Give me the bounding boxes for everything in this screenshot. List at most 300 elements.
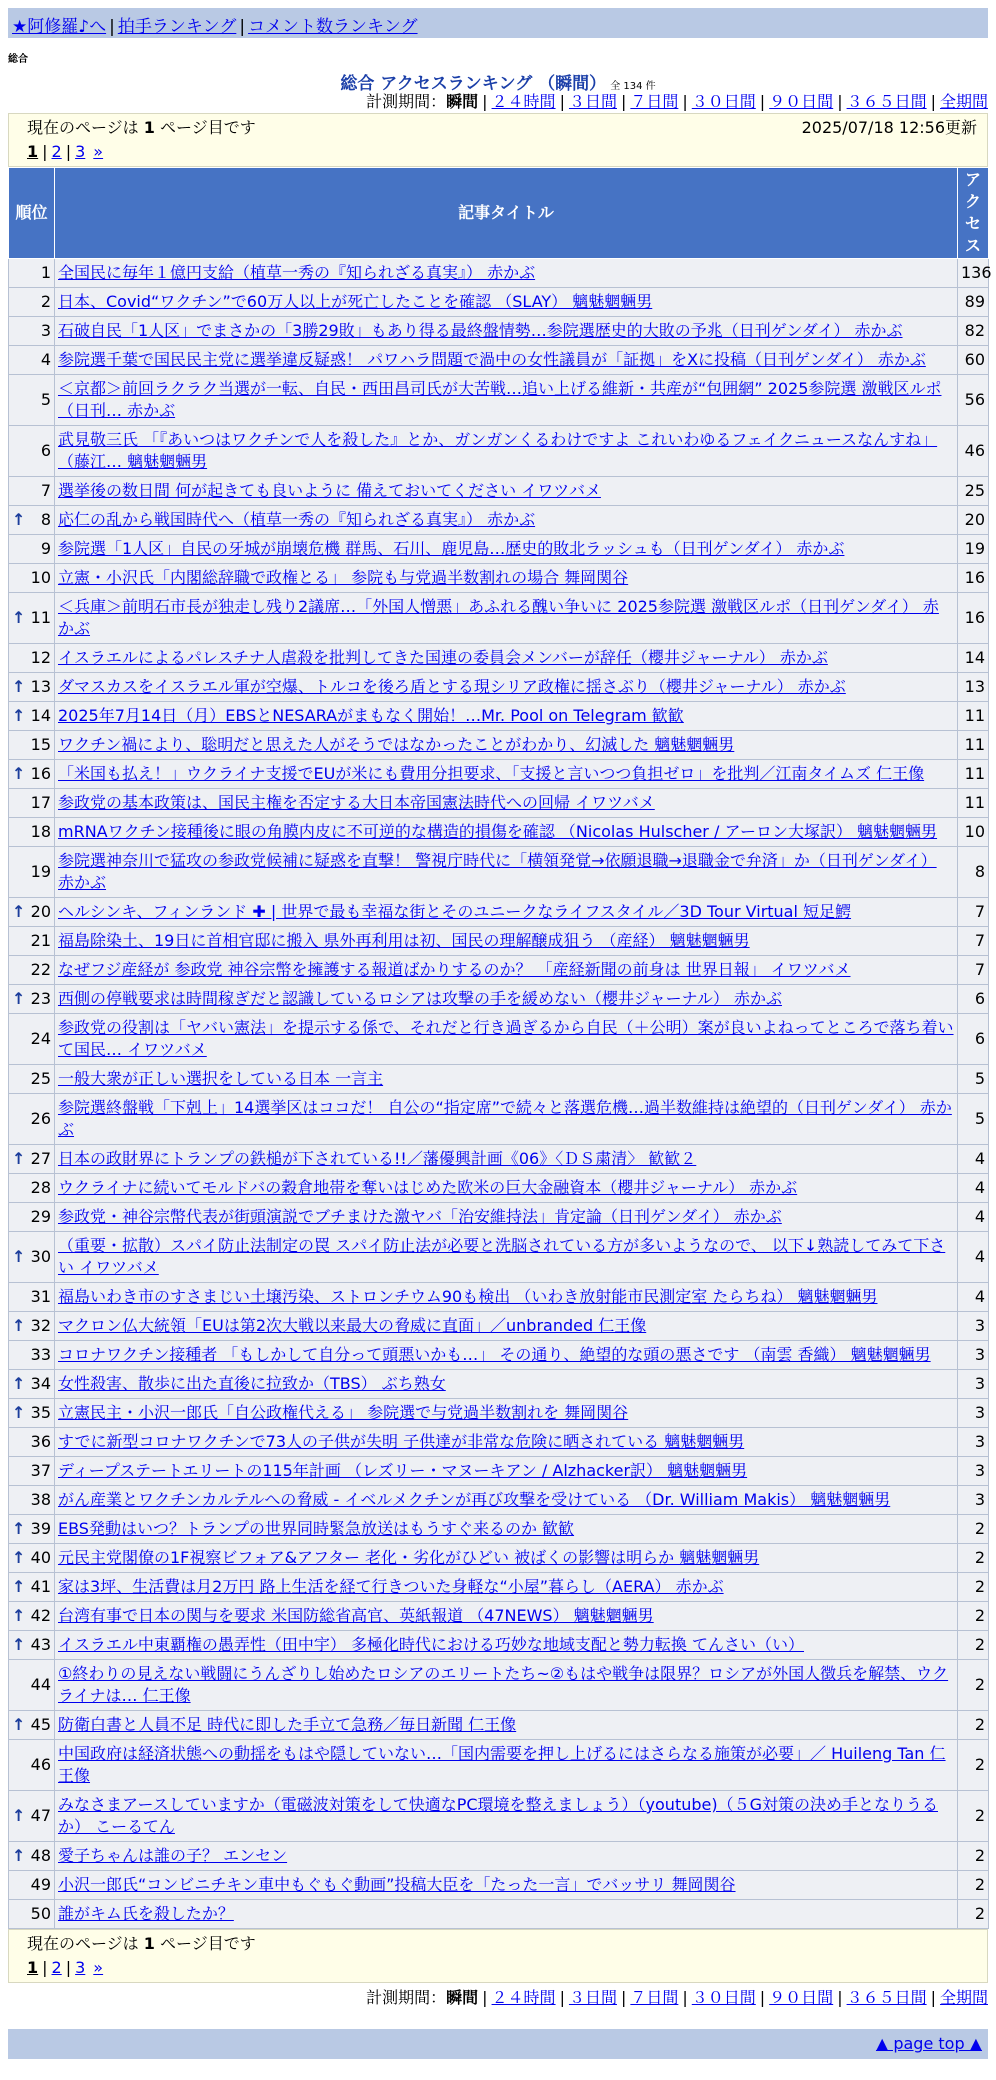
rank-cell [9,317,55,346]
article-title-link[interactable]: 一般大衆が正しい選択をしている日本 一言主 [58,1069,384,1088]
rank-cell [9,1283,55,1312]
rank-cell [9,288,55,317]
period-label: 計測期間： [366,92,447,111]
table-row [9,317,989,346]
article-title-link[interactable]: 参政党・神谷宗幣代表が街頭演説でブチまけた激ヤバ「治安維持法」肯定論（日刊ゲンダイ） 赤かぶ [58,1207,782,1226]
article-title-link[interactable]: マクロン仏大統領「EUは第2次大戦以来最大の脅威に直面」／unbranded 仁王像 [58,1316,647,1335]
table-row [9,1203,989,1232]
rank-cell [9,760,55,789]
period-separator: | [482,1988,488,2007]
title-cell [55,702,958,731]
rank-up-arrow-icon: ↑ [12,1715,26,1734]
pager-separator: | [65,142,72,161]
rank-number: 23 [30,989,51,1008]
period-option[interactable]: ２４時間 [491,1988,556,2007]
table-row [9,1283,989,1312]
table-row [9,1094,989,1145]
access-count: 136 [958,259,989,288]
rank-number: 5 [40,390,51,409]
access-count: 7 [958,927,989,956]
article-title-link[interactable]: ウクライナに続いてモルドバの穀倉地帯を奪いはじめた欧米の巨大金融資本（櫻井ジャーナル） 赤かぶ [58,1178,798,1197]
table-row [9,1174,989,1203]
article-title-link[interactable]: 元民主党閣僚の1F視察ビフォア&アフター 老化・劣化がひどい 被ばくの影響は明らか 魑魅魍魎男 [58,1548,760,1567]
rank-up-arrow-icon: ↑ [12,510,26,529]
title-cell [55,1486,958,1515]
page-link[interactable]: 2 [51,142,62,161]
period-option[interactable]: ３日間 [568,1988,617,2007]
rank-up-arrow-icon: ↑ [12,1403,26,1422]
table-row [9,731,989,760]
rank-column-header: 順位 [9,168,55,259]
title-cell [55,673,958,702]
access-count: 2 [958,1660,989,1711]
rank-number: 7 [40,481,51,500]
page-info-box [8,113,988,167]
article-title-link[interactable]: 防衛白書と人員不足 時代に即した手立て急務／毎日新聞 仁王像 [58,1715,517,1734]
rank-cell [9,1457,55,1486]
table-row [9,673,989,702]
period-separator: | [559,1988,565,2007]
access-count: 4 [958,1145,989,1174]
rank-number: 26 [30,1109,51,1128]
title-cell [55,259,958,288]
article-title-link[interactable]: 中国政府は経済状態への動揺をもはや隠していない…「国内需要を押し上げるにはさらなる施策が必要」／ Huileng Tan 仁王像 [58,1744,946,1785]
rank-cell [9,789,55,818]
rank-up-arrow-icon: ↑ [12,1806,26,1825]
access-count: 89 [958,288,989,317]
title-cell [55,1602,958,1631]
access-count: 2 [958,1711,989,1740]
rank-up-arrow-icon: ↑ [12,1247,26,1266]
rank-number: 4 [40,350,51,369]
rank-number: 28 [30,1178,51,1197]
article-title-link[interactable]: すでに新型コロナワクチンで73人の子供が失明 子供達が非常な危険に晒されている 魑魅魍魎男 [58,1432,745,1451]
article-title-link[interactable]: ヘルシンキ、フィンランド ✚ | 世界で最も幸福な街とそのユニークなライフスタイル／3D Tour Virtual 短足鰐 [58,902,852,921]
table-row [9,760,989,789]
page-link[interactable]: 3 [75,1958,86,1977]
rank-number: 24 [30,1029,51,1048]
rank-number: 41 [30,1577,51,1596]
rank-cell [9,731,55,760]
access-count: 4 [958,1203,989,1232]
nav-separator: | [239,17,246,37]
table-row [9,1065,989,1094]
title-cell [55,956,958,985]
table-row [9,426,989,477]
title-cell [55,1544,958,1573]
period-option[interactable]: ７日間 [630,1988,679,2007]
article-title-link[interactable]: ①終わりの見えない戦闘にうんざりし始めたロシアのエリートたち~②もはや戦争は限界？ロシアが外国人徴兵を解禁、ウクライナは… 仁王像 [58,1664,949,1705]
article-title-link[interactable]: 参政党の役割は「ヤバい憲法」を提示する係で、それだと行き過ぎるから自民（＋公明）案が良いよねってところで落ち着いて国民… イワツバメ [58,1018,954,1059]
total-count: 全 134 件 [610,81,656,92]
period-separator: | [759,92,766,111]
article-title-link[interactable]: ディープステートエリートの115年計画 （レズリー・マヌーキアン / Alzhacker訳） 魑魅魍魎男 [58,1461,748,1480]
period-option[interactable]: ３６５日間 [846,1988,927,2007]
article-title-link[interactable]: がん産業とワクチンカルテルへの脅威 - イベルメクチンが再び攻撃を受けている （Dr. William Makis） 魑魅魍魎男 [58,1490,891,1509]
rank-cell [9,535,55,564]
rank-number: 15 [30,735,51,754]
title-cell [55,535,958,564]
article-title-link[interactable]: 全国民に毎年１億円支給（植草一秀の『知られざる真実』） 赤かぶ [58,263,536,282]
access-count: 11 [958,702,989,731]
access-count: 82 [958,317,989,346]
table-row [9,1232,989,1283]
home-link[interactable]: ★阿修羅♪へ [12,17,107,37]
rank-up-arrow-icon: ↑ [12,902,26,921]
period-separator: | [930,1988,936,2007]
rank-up-arrow-icon: ↑ [12,989,26,1008]
rank-number: 46 [30,1755,51,1774]
table-row [9,702,989,731]
rank-number: 33 [30,1345,51,1364]
article-title-link[interactable]: 日本の政財界にトランプの鉄槌が下されている!!／藩優興計画《06》〈ＤＳ粛清〉 歓歓２ [58,1149,697,1168]
article-title-link[interactable]: 福島いわき市のすさまじい土壌汚染、ストロンチウム90も検出 （いわき放射能市民測定室 たらちね） 魑魅魍魎男 [58,1287,878,1306]
access-count: 2 [958,1602,989,1631]
rank-cell [9,985,55,1014]
article-title-link[interactable]: 福島除染土、19日に首相官邸に搬入 県外再利用は初、国民の理解醸成狙う （産経） 魑魅魍魎男 [58,931,750,950]
rank-number: 47 [30,1806,51,1825]
rank-number: 11 [30,608,51,627]
access-count: 19 [958,535,989,564]
table-row [9,1602,989,1631]
title-cell [55,593,958,644]
rank-number: 32 [30,1316,51,1335]
rank-cell [9,1203,55,1232]
article-title-link[interactable]: 石破自民「1人区」でまさかの「3勝29敗」もあり得る最終盤情勢…参院選歴史的大敗の予兆（日刊ゲンダイ） 赤かぶ [58,321,903,340]
period-option[interactable]: ７日間 [630,92,679,111]
title-cell [55,1014,958,1065]
rank-number: 22 [30,960,51,979]
title-cell [55,288,958,317]
title-cell [55,1341,958,1370]
table-row [9,1486,989,1515]
table-row [9,506,989,535]
table-row [9,375,989,426]
rank-cell [9,506,55,535]
title-cell [55,1428,958,1457]
rank-number: 20 [30,902,51,921]
access-count: 20 [958,506,989,535]
rank-number: 29 [30,1207,51,1226]
table-row [9,1900,989,1929]
rank-up-arrow-icon: ↑ [12,1606,26,1625]
ranking-heading: 総合 アクセスランキング （瞬間） [340,74,607,94]
access-count: 3 [958,1457,989,1486]
title-cell [55,731,958,760]
rank-up-arrow-icon: ↑ [12,1635,26,1654]
article-title-link[interactable]: みなさまアースしていますか（電磁波対策をして快適なPC環境を整えましょう）（youtube)（５G対策の決め手となりうるか） こーるてん [58,1795,938,1836]
access-count: 2 [958,1791,989,1842]
title-cell [55,1174,958,1203]
table-row [9,1341,989,1370]
rank-number: 50 [30,1904,51,1923]
article-title-link[interactable]: 西側の停戦要求は時間稼ぎだと認識しているロシアは攻撃の手を緩めない（櫻井ジャーナル） 赤かぶ [58,989,782,1008]
rank-cell [9,847,55,898]
rank-cell [9,927,55,956]
article-title-link[interactable]: 「米国も払え！」ウクライナ支援でEUが米にも費用分担要求、「支援と言いつつ負担ゼロ」を批判／江南タイムズ 仁王像 [58,764,925,783]
access-count: 56 [958,375,989,426]
rank-number: 35 [30,1403,51,1422]
rank-up-arrow-icon: ↑ [12,1577,26,1596]
period-separator: | [620,92,627,111]
rank-cell [9,1428,55,1457]
access-count: 6 [958,985,989,1014]
rank-up-arrow-icon: ↑ [12,1846,26,1865]
access-count: 2 [958,1544,989,1573]
rank-cell [9,1871,55,1900]
access-count: 14 [958,644,989,673]
rank-cell [9,375,55,426]
article-title-link[interactable]: EBS発動はいつ？トランプの世界同時緊急放送はもうすぐ来るのか 歓歓 [58,1519,575,1538]
rank-cell [9,1399,55,1428]
article-title-link[interactable]: ＜京都＞前回ラクラク当選が一転、自民・西田昌司氏が大苦戦…追い上げる維新・共産が“包囲網” 2025参院選 激戦区ルポ（日刊… 赤かぶ [58,379,942,420]
article-title-link[interactable]: 選挙後の数日間 何が起きても良いように 備えておいてください イワツバメ [58,481,601,500]
access-count: 16 [958,593,989,644]
access-count: 6 [958,1014,989,1065]
page-link[interactable]: 3 [75,142,86,161]
period-label: 計測期間： [366,1988,447,2007]
article-title-link[interactable]: イスラエル中東覇権の愚弄性（田中宇） 多極化時代における巧妙な地域支配と勢力転換 てんさい（い） [58,1635,805,1654]
rank-cell [9,564,55,593]
article-title-link[interactable]: イスラエルによるパレスチナ人虐殺を批判してきた国連の委員会メンバーが辞任（櫻井ジャーナル） 赤かぶ [58,648,828,667]
article-title-link[interactable]: 立憲・小沢氏「内閣総辞職で政権とる」 参院も与党過半数割れの場合 舞岡関谷 [58,568,629,587]
access-count: 16 [958,564,989,593]
title-cell [55,644,958,673]
article-title-link[interactable]: 誰がキム氏を殺したか？ [58,1904,234,1923]
title-cell [55,506,958,535]
title-cell [55,1871,958,1900]
rank-cell [9,1065,55,1094]
title-cell [55,1065,958,1094]
article-title-link[interactable]: 参院選「1人区」自民の牙城が崩壊危機 群馬、石川、鹿児島…歴史的敗北ラッシュも（日刊ゲンダイ） 赤かぶ [58,539,845,558]
access-count: 46 [958,426,989,477]
rank-up-arrow-icon: ↑ [12,1548,26,1567]
rank-cell [9,1174,55,1203]
article-title-link[interactable]: ＜兵庫＞前明石市長が独走し残り2議席…「外国人憎悪」あふれる醜い争いに 2025参院選 激戦区ルポ（日刊ゲンダイ） 赤かぶ [58,597,939,638]
clap-ranking-link[interactable]: 拍手ランキング [117,17,237,37]
access-count: 5 [958,1065,989,1094]
access-count: 4 [958,1174,989,1203]
title-cell [55,1312,958,1341]
article-title-link[interactable]: （重要・拡散）スパイ防止法制定の罠 スパイ防止法が必要と洗脳されている方が多いようなので、 以下↓熟読してみて下さい イワツバメ [58,1236,946,1277]
period-separator: | [837,1988,843,2007]
rank-cell [9,1341,55,1370]
period-option[interactable]: ９０日間 [769,92,834,111]
rank-up-arrow-icon: ↑ [12,706,26,725]
period-separator: | [620,1988,627,2007]
table-row [9,1370,989,1399]
rank-number: 19 [30,862,51,881]
period-separator: | [682,92,688,111]
table-row [9,818,989,847]
title-cell [55,1791,958,1842]
table-row [9,1791,989,1842]
article-title-link[interactable]: 立憲民主・小沢一郎氏「自公政権代える」 参院選で与党過半数割れを 舞岡関谷 [58,1403,629,1422]
rank-number: 36 [30,1432,51,1451]
rank-number: 37 [30,1461,51,1480]
access-count: 7 [958,956,989,985]
article-title-link[interactable]: 参院選神奈川で猛攻の参政党候補に疑惑を直撃！ 警視庁時代に「横領発覚→依願退職→退職金で弁済」か（日刊ゲンダイ） 赤かぶ [58,851,937,892]
table-row [9,477,989,506]
category-label: 総合 [8,54,28,65]
table-row [9,346,989,375]
title-cell [55,760,958,789]
title-cell [55,1094,958,1145]
title-cell [55,1573,958,1602]
access-count: 11 [958,731,989,760]
title-cell [55,1283,958,1312]
table-row [9,1014,989,1065]
rank-cell [9,1370,55,1399]
access-count: 25 [958,477,989,506]
period-option[interactable]: ３０日間 [691,1988,756,2007]
period-separator: | [759,1988,766,2007]
pager-separator: | [42,142,48,161]
article-title-link[interactable]: 参院選終盤戦「下剋上」14選挙区はココだ！ 自公の“指定席”で続々と落選危機…過半数維持は絶望的（日刊ゲンダイ） 赤かぶ [58,1098,952,1139]
rank-cell [9,1515,55,1544]
access-count: 3 [958,1428,989,1457]
article-title-link[interactable]: 家は3坪、生活費は月2万円 路上生活を経て行きついた身軽な“小屋”暮らし（AERA） 赤かぶ [58,1577,724,1596]
article-title-link[interactable]: 台湾有事で日本の関与を要求 米国防総省高官、英紙報道 （47NEWS） 魑魅魍魎男 [58,1606,654,1625]
article-title-link[interactable]: 小沢一郎氏“コンビニチキン車中もぐもぐ動画”投稿大臣を「たった一言」でバッサリ 舞岡関谷 [58,1875,736,1894]
table-row [9,985,989,1014]
title-cell [55,1900,958,1929]
period-selector-bottom [0,1987,988,2009]
rank-number: 34 [30,1374,51,1393]
article-title-link[interactable]: 愛子ちゃんは誰の子？ エンセン [58,1846,288,1865]
article-title-link[interactable]: 応仁の乱から戦国時代へ（植草一秀の『知られざる真実』） 赤かぶ [58,510,536,529]
top-navigation [8,8,988,38]
article-title-link[interactable]: なぜフジ産経が 参政党 神谷宗幣を擁護する報道ばかりするのか？ 「産経新聞の前身は 世界日報」 イワツバメ [58,960,851,979]
rank-cell [9,1312,55,1341]
title-cell [55,927,958,956]
rank-number: 21 [30,931,51,950]
table-row [9,1871,989,1900]
article-title-link[interactable]: 参政党の基本政策は、国民主権を否定する大日本帝国憲法時代への回帰 イワツバメ [58,793,655,812]
table-row [9,789,989,818]
table-row [9,847,989,898]
page-title [0,69,996,94]
next-page-link[interactable]: » [93,1958,104,1977]
table-row [9,1842,989,1871]
rank-number: 31 [30,1287,51,1306]
rank-cell [9,1573,55,1602]
title-cell [55,564,958,593]
rank-cell [9,1900,55,1929]
rank-cell [9,1740,55,1791]
rank-cell [9,346,55,375]
rank-cell [9,259,55,288]
rank-up-arrow-icon: ↑ [12,764,26,783]
article-title-link[interactable]: 武見敬三氏 「『あいつはワクチンで人を殺した』とか、ガンガンくるわけですよ これいわゆるフェイクニュースなんすね」（藤江… 魑魅魍魎男 [58,430,938,471]
access-count: 4 [958,1232,989,1283]
access-count: 2 [958,1573,989,1602]
rank-number: 45 [30,1715,51,1734]
period-option[interactable]: 全期間 [939,92,988,111]
article-title-link[interactable]: コロナワクチン接種者 「もしかして自分って頭悪いかも…」 その通り、絶望的な頭の悪さです （南雲 香織） 魑魅魍魎男 [58,1345,931,1364]
access-count: 4 [958,1283,989,1312]
rank-cell [9,956,55,985]
page-link: 1 [27,142,39,161]
access-count: 13 [958,673,989,702]
ranking-table [8,167,992,1929]
page-info-text-bottom: 現在のページは 1 ページ目です [27,1934,256,1953]
rank-number: 6 [40,441,51,460]
title-cell [55,1232,958,1283]
rank-up-arrow-icon: ↑ [12,608,26,627]
period-option[interactable]: ３６５日間 [846,92,927,111]
rank-cell [9,1842,55,1871]
title-cell [55,1842,958,1871]
rank-number: 16 [30,764,51,783]
article-title-link[interactable]: ワクチン禍により、聡明だと思えた人がそうではなかったことがわかり、幻滅した 魑魅魍魎男 [58,735,735,754]
pagination [27,140,977,164]
rank-number: 44 [30,1675,51,1694]
period-selector [0,91,988,113]
article-title-link[interactable]: 女性殺害、散歩に出た直後に拉致か（TBS） ぶち熟女 [58,1374,446,1393]
rank-cell [9,1660,55,1711]
access-count: 7 [958,898,989,927]
table-row [9,564,989,593]
title-cell [55,898,958,927]
access-count: 2 [958,1900,989,1929]
rank-cell [9,702,55,731]
table-row [9,1312,989,1341]
table-row [9,1711,989,1740]
rank-cell [9,818,55,847]
page-link[interactable]: 2 [51,1958,62,1977]
page-top-link[interactable]: ▲ page top ▲ [875,2034,982,2053]
article-title-link[interactable]: ダマスカスをイスラエル軍が空爆、トルコを後ろ盾とする現シリア政権に揺さぶり（櫻井ジャーナル） 赤かぶ [58,677,846,696]
table-row [9,593,989,644]
article-title-link[interactable]: 日本、Covid“ワクチン”で60万人以上が死亡したことを確認 （SLAY） 魑魅魍魎男 [58,292,653,311]
title-cell [55,346,958,375]
next-page-link[interactable]: » [93,142,104,161]
title-cell [55,1660,958,1711]
nav-separator: | [109,17,115,37]
period-option[interactable]: 全期間 [939,1988,988,2007]
title-cell [55,1203,958,1232]
title-cell [55,1145,958,1174]
table-row [9,1660,989,1711]
table-row [9,535,989,564]
access-count: 2 [958,1842,989,1871]
title-cell [55,375,958,426]
period-separator: | [559,92,565,111]
title-cell [55,1399,958,1428]
period-separator: | [482,92,488,111]
article-title-link[interactable]: 参院選千葉で国民民主党に選挙違反疑惑！ パワハラ問題で渦中の女性議員が「証拠」をXに投稿（日刊ゲンダイ） 赤かぶ [58,350,926,369]
period-separator: | [837,92,843,111]
access-count: 3 [958,1486,989,1515]
article-title-link[interactable]: 2025年7月14日（月）EBSとNESARAがまもなく開始！…Mr. Pool on Telegram 歓歓 [58,706,684,725]
period-option: 瞬間 [446,1988,479,2007]
comment-ranking-link[interactable]: コメント数ランキング [248,17,418,37]
rank-number: 30 [30,1247,51,1266]
article-title-link[interactable]: mRNAワクチン接種後に眼の角膜内皮に不可逆的な構造的損傷を確認 （Nicolas Hulscher / アーロン大塚訳） 魑魅魍魎男 [58,822,938,841]
access-count: 3 [958,1399,989,1428]
period-option[interactable]: ３０日間 [691,92,756,111]
period-option[interactable]: ２４時間 [491,92,556,111]
period-option[interactable]: ９０日間 [769,1988,834,2007]
rank-cell [9,1145,55,1174]
access-count: 2 [958,1631,989,1660]
period-option[interactable]: ３日間 [568,92,617,111]
rank-cell [9,477,55,506]
rank-up-arrow-icon: ↑ [12,1374,26,1393]
rank-number: 17 [30,793,51,812]
period-separator: | [930,92,936,111]
